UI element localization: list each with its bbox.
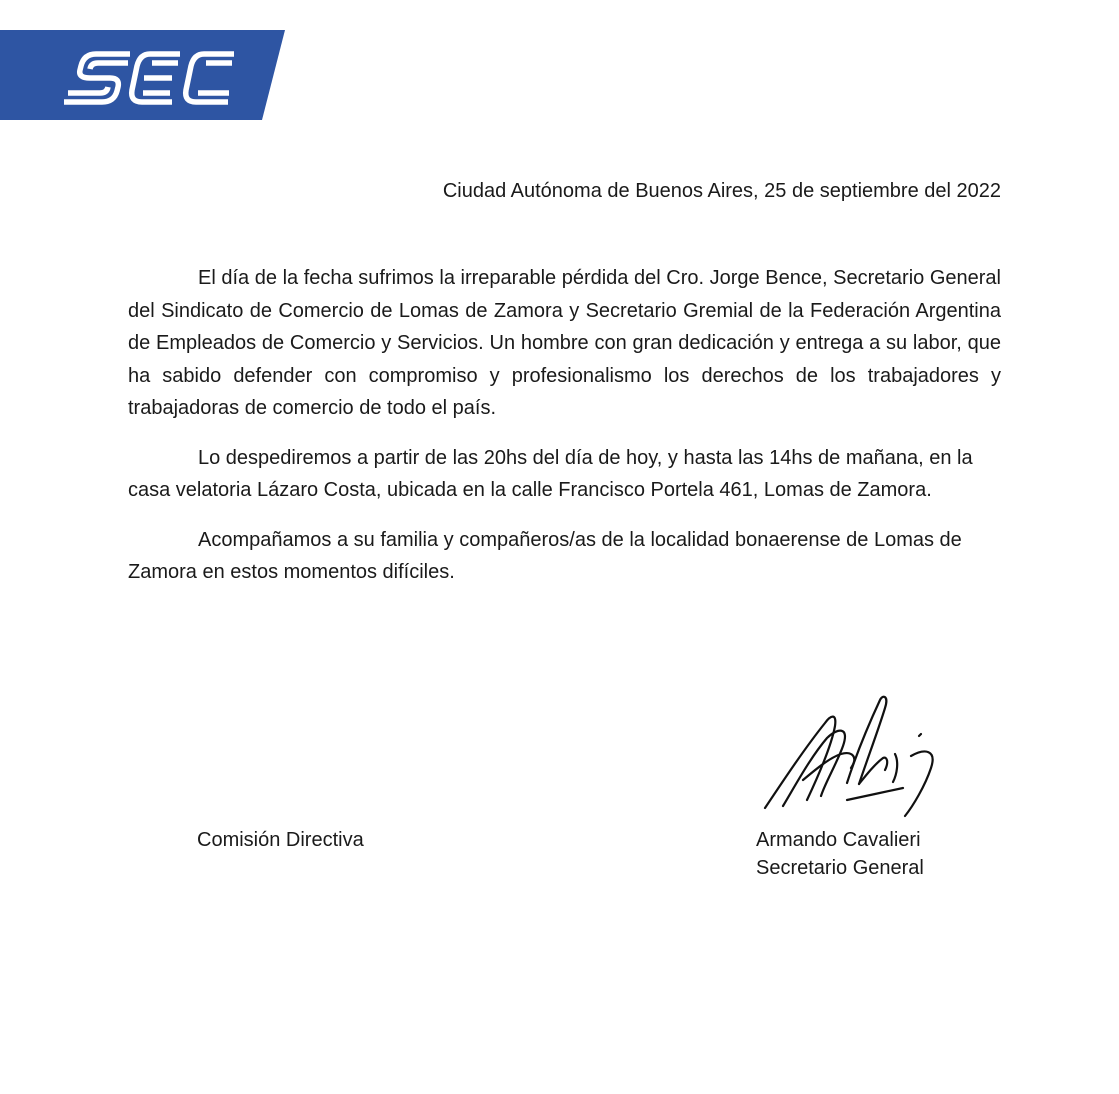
letter-body (128, 262, 1001, 606)
paragraph-3: Acompañamos a su familia y compañeros/as de la localidad bonaerense de Lomas de Zamora en estos momentos difíciles. (128, 528, 962, 583)
signer-role: Secretario General (756, 857, 924, 879)
handwritten-signature (755, 688, 955, 823)
signature-block-right (756, 826, 924, 882)
sec-logo (0, 30, 285, 120)
paragraph-2: Lo despediremos a partir de las 20hs del día de hoy, y hasta las 14hs de mañana, en la casa velatoria Lázaro Costa, ubicada en la calle Francisco Portela 461, Lomas de Zamora. (128, 446, 973, 501)
signer-name: Armando Cavalieri (756, 829, 921, 851)
paragraph-1: El día de la fecha sufrimos la irreparable pérdida del Cro. Jorge Bence, Secretario General del Sindicato de Comercio de Lomas de Zamora y Secretario Gremial de la Federación Argentina de Empleados de Comercio y Servicios. Un hombre con gran dedicación y entrega a su labor, que ha sabido defender con compromiso y profesionalismo los derechos de los trabajadores y trabajadoras de comercio de todo el país. (128, 267, 1001, 419)
letter-date: Ciudad Autónoma de Buenos Aires, 25 de septiembre del 2022 (442, 180, 1001, 202)
signature-block-left (197, 826, 364, 854)
signer-committee: Comisión Directiva (197, 829, 364, 851)
sec-logo-icon (0, 30, 285, 120)
signature-icon (755, 688, 955, 823)
